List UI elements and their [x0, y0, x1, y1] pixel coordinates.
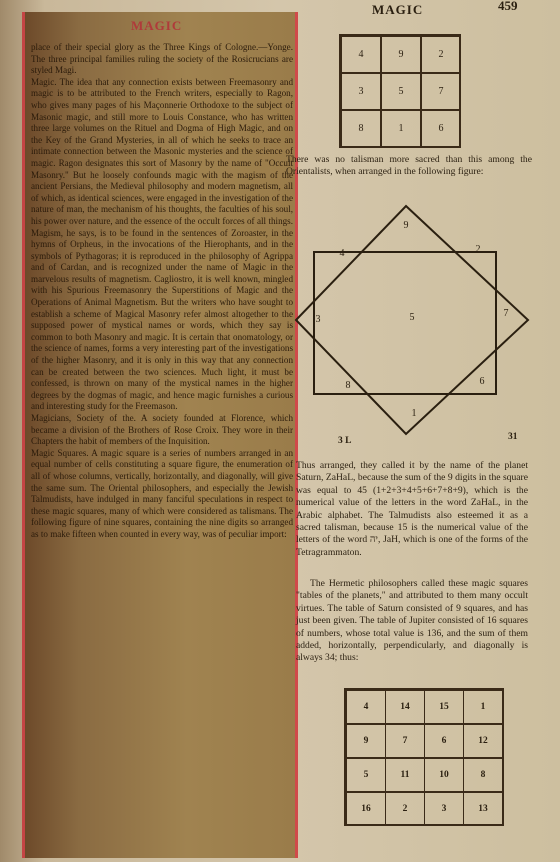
- square4-cell: 2: [385, 792, 425, 826]
- square4-cell: 9: [346, 724, 386, 758]
- left-paragraph-magicians: Magicians, Society of the. A society founded at Florence, which became a division of the Brothers of Rose Croix. They wore in their Chapters the habit of members of the Inquisition.: [31, 413, 293, 447]
- talisman-number: 2: [475, 244, 481, 255]
- square3-cell: 9: [381, 36, 421, 73]
- right-paragraph-2: Thus arranged, they called it by the name of the planet Saturn, ZaHaL, because the sum of the 9 digits in the square was equal to 45 (1+2+3+4+5+6+7+8+9), which is the numerical value of the letters in the word ZaHaL, in the Arabic alphabet. The Talmudists also esteemed it as a sacred talisman, because 15 is the numerical value of the letters of the word יה, JaH, which is one of the forms of the Tetragrammaton.: [296, 460, 528, 558]
- talisman-number: 6: [479, 376, 485, 387]
- square3-cell: 2: [421, 36, 461, 73]
- magic-square-4x4: [344, 688, 504, 826]
- square3-cell: 1: [381, 110, 421, 147]
- figure-caption-left: 3 L: [338, 436, 352, 446]
- square3-cell: 3: [341, 73, 381, 110]
- talisman-number: 8: [345, 380, 351, 391]
- left-paragraph-magic-squares: Magic Squares. A magic square is a series of numbers arranged in an equal number of cells constituting a square figure, the enumeration of all of whose columns, vertically, horizontally, and diagonally, will give the same sum. The Oriental philosophers, and especially the Jewish Talmudists, have indulged in many fanciful speculations in respect to these magic squares, many of which were considered as talismans. The following figure of nine squares, containing the nine digits so arranged as to make fifteen when counted in every way, was of peculiar import:: [31, 447, 293, 539]
- left-paragraph-1: place of their special glory as the Three Kings of Cologne.—Yonge. The three principal families ruling the society of the Rosicrucians are styled Magi.: [31, 42, 293, 76]
- talisman-number: 9: [403, 220, 409, 231]
- talisman-number: 7: [503, 308, 509, 319]
- left-body-text: [31, 42, 293, 541]
- left-page: [22, 12, 298, 858]
- square4-cell: 7: [385, 724, 425, 758]
- square4-cell: 4: [346, 690, 386, 724]
- square4-cell: 15: [424, 690, 464, 724]
- square3-cell: 6: [421, 110, 461, 147]
- left-running-header: MAGIC: [131, 18, 183, 33]
- square4-cell: 10: [424, 758, 464, 792]
- square4-cell: 8: [463, 758, 503, 792]
- right-paragraph-3: The Hermetic philosophers called these magic squares "tables of the planets," and attributed to them many occult virtues. The table of Saturn consisted of 9 squares, and has just been given. The table of Jupiter consisted of 16 squares of numbers, whose total value is 136, and the sum of them added, horizontally, perpendicularly, and diagonally is always 34; thus:: [296, 578, 528, 664]
- right-running-header: MAGIC: [372, 2, 424, 17]
- right-paragraph-1: There was no talisman more sacred than this among the Orientalists, when arranged in the following figure:: [286, 154, 532, 178]
- square4-cell: 3: [424, 792, 464, 826]
- square3-cell: 4: [341, 36, 381, 73]
- square4-cell: 12: [463, 724, 503, 758]
- talisman-number: 4: [339, 248, 345, 259]
- square4-cell: 1: [463, 690, 503, 724]
- figure-caption-right: 31: [508, 432, 518, 442]
- square3-cell: 5: [381, 73, 421, 110]
- saturn-talisman-figure: [294, 204, 530, 436]
- square3-cell: 7: [421, 73, 461, 110]
- square4-cell: 14: [385, 690, 425, 724]
- square4-cell: 16: [346, 792, 386, 826]
- square4-cell: 5: [346, 758, 386, 792]
- talisman-number: 1: [411, 408, 417, 419]
- magic-square-3x3: [339, 34, 461, 148]
- page-number: 459: [498, 0, 518, 13]
- talisman-number: 5: [409, 312, 415, 323]
- left-paragraph-magic: Magic. The idea that any connection exists between Freemasonry and magic is to be attributed to the French writers, especially to Ragon, who gives many pages of his Maçonnerie Orthodoxe to the subject of Masonic magic, and still more to Louis Constance, who has written three large volumes on the Rituel and Dogma of High Magic, and on the Key of the Grand Mysteries, in all of which he seeks to trace an intimate connection between the Masonic mysteries and the science of magic. Ragon designates this sort of Masonry by the name of "Occult Masonry." But he loosely confounds magic with the magism of the ancient Persians, the Medieval philosophy and modern magnetism, all of which, as identical sciences, were engaged in the investigation of the nature of man, the mechanism of his thoughts, the faculties of his soul, his power over nature, and the essence of the occult forces of all things. Magism, he says, is to be found in the sentences of Zoroaster, in the hymns of Orpheus, in the invocations of the Hierophants, and in the symbols of Pythagoras; it is reproduced in the philosophy of Agrippa and of Cardan, and is recognized under the name of Magic in the marvelous results of magnetism. Cagliostro, it is well known, mingled with his Spurious Freemasonry the Superstitions of Magic and the Operations of Animal Magnetism. But the writers who have sought to establish a scheme of Magical Masonry refer almost altogether to the supposed power of mystical names or words, which they say is common to both Masonry and magic. It is certain that onomatology, or the science of names, forms a very interesting part of the investigations of the higher Masonry, and it is only in this way that any connection can be created between the two sciences. Much light, it must be confessed, is thrown on many of the mystical names in the higher degrees by the dogmas of magic, and hence magic furnishes a curious and interesting study for the Freemason.: [31, 76, 293, 412]
- square4-cell: 13: [463, 792, 503, 826]
- square3-cell: 8: [341, 110, 381, 147]
- square4-cell: 6: [424, 724, 464, 758]
- talisman-number: 3: [315, 314, 321, 325]
- square4-cell: 11: [385, 758, 425, 792]
